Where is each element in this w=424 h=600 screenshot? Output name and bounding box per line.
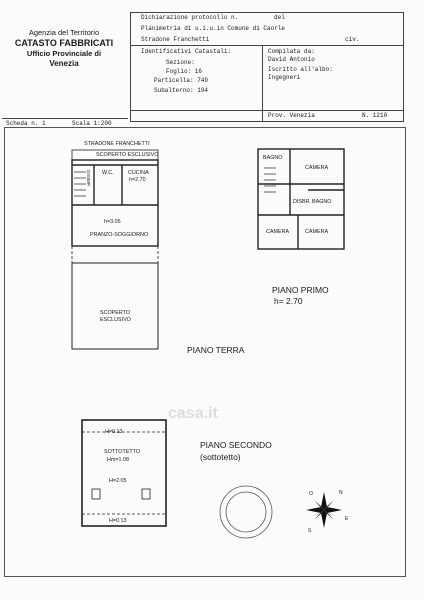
camera-2-label: CAMERA bbox=[266, 229, 290, 235]
declaration-del: del bbox=[274, 14, 285, 21]
soggiorno-label: PRANZO-SOGGIORNO bbox=[90, 232, 149, 238]
foglio: Foglio: 16 bbox=[166, 68, 203, 75]
scheda-label: Scheda n. 1 bbox=[6, 120, 46, 127]
sezione: Sezione: bbox=[166, 59, 195, 66]
cucina-height: h=2.70 bbox=[129, 177, 146, 183]
attic-height-bottom: H=0.13 bbox=[109, 518, 127, 524]
declaration-label: Dichiarazione protocollo n. bbox=[141, 14, 239, 21]
particella: Particella: 749 bbox=[154, 77, 209, 84]
disimp-label: DISIMP. bbox=[86, 170, 91, 187]
compass-o-label: O bbox=[309, 491, 313, 497]
bagno-label: BAGNO bbox=[263, 155, 283, 161]
office-label: Ufficio Provinciale di bbox=[26, 49, 102, 58]
attic-outline bbox=[82, 420, 166, 526]
agency-name: Agenzia del Territorio bbox=[28, 28, 100, 37]
compiler-name: David Antonio bbox=[268, 56, 315, 63]
piano-primo-height: h= 2.70 bbox=[274, 296, 303, 306]
identifiers-label: Identificativi Catastali: bbox=[141, 48, 232, 55]
compass-n-label: N bbox=[339, 490, 343, 496]
official-stamp bbox=[220, 486, 272, 538]
iscritto-label: Iscritto all'albo: bbox=[268, 66, 333, 73]
provincia: Prov. Venezia bbox=[268, 112, 315, 119]
sottotetto-height: Hm=1.08 bbox=[107, 457, 130, 463]
piano-terra-title: PIANO TERRA bbox=[187, 345, 245, 355]
disbr-label: DISBR. bbox=[293, 199, 311, 205]
bagno-2-label: BAGNO bbox=[312, 199, 332, 205]
attic-height-top: H=0.13 bbox=[105, 429, 123, 435]
scoperto-bottom-label: SCOPERTO bbox=[100, 310, 131, 316]
compilata-label: Compilata da: bbox=[268, 48, 315, 55]
compass-e-label: E bbox=[345, 516, 349, 522]
attic-height-mid: H=2.05 bbox=[109, 478, 127, 484]
albo-value: Ingegneri bbox=[268, 74, 301, 81]
camera-label: CAMERA bbox=[305, 165, 329, 171]
subalterno: Subalterno: 194 bbox=[154, 87, 209, 94]
wc-label: W.C. bbox=[102, 170, 114, 176]
scala-label: Scala 1:200 bbox=[72, 120, 112, 127]
piano-secondo-subtitle: (sottotetto) bbox=[200, 452, 241, 462]
cucina-label: CUCINA bbox=[128, 170, 149, 176]
scoperto-top-label: SCOPERTO ESCLUSIVO bbox=[96, 152, 159, 158]
camera-3-label: CAMERA bbox=[305, 229, 329, 235]
soggiorno-height: h=3.05 bbox=[104, 219, 121, 225]
piano-primo-title: PIANO PRIMO bbox=[272, 285, 329, 295]
watermark: casa.it bbox=[168, 405, 218, 422]
catasto-title: CATASTO FABBRICATI bbox=[14, 38, 114, 48]
scoperto-bottom-label-2: ESCLUSIVO bbox=[100, 317, 131, 323]
planimetry-label: Planimetria di u.i.u.in Comune di Caorle bbox=[141, 25, 286, 32]
office-city: Venezia bbox=[49, 59, 79, 68]
piano-secondo-title: PIANO SECONDO bbox=[200, 440, 272, 450]
street-label: STRADONE FRANCHETTI bbox=[84, 141, 150, 147]
address-label: Stradone Franchetti bbox=[141, 36, 210, 43]
sheet-number: N. 1210 bbox=[362, 112, 388, 119]
civ-label: civ. bbox=[345, 36, 360, 43]
compass-s-label: S bbox=[308, 528, 312, 534]
sottotetto-label: SOTTOTETTO bbox=[104, 449, 141, 455]
compass-rose bbox=[306, 492, 342, 528]
